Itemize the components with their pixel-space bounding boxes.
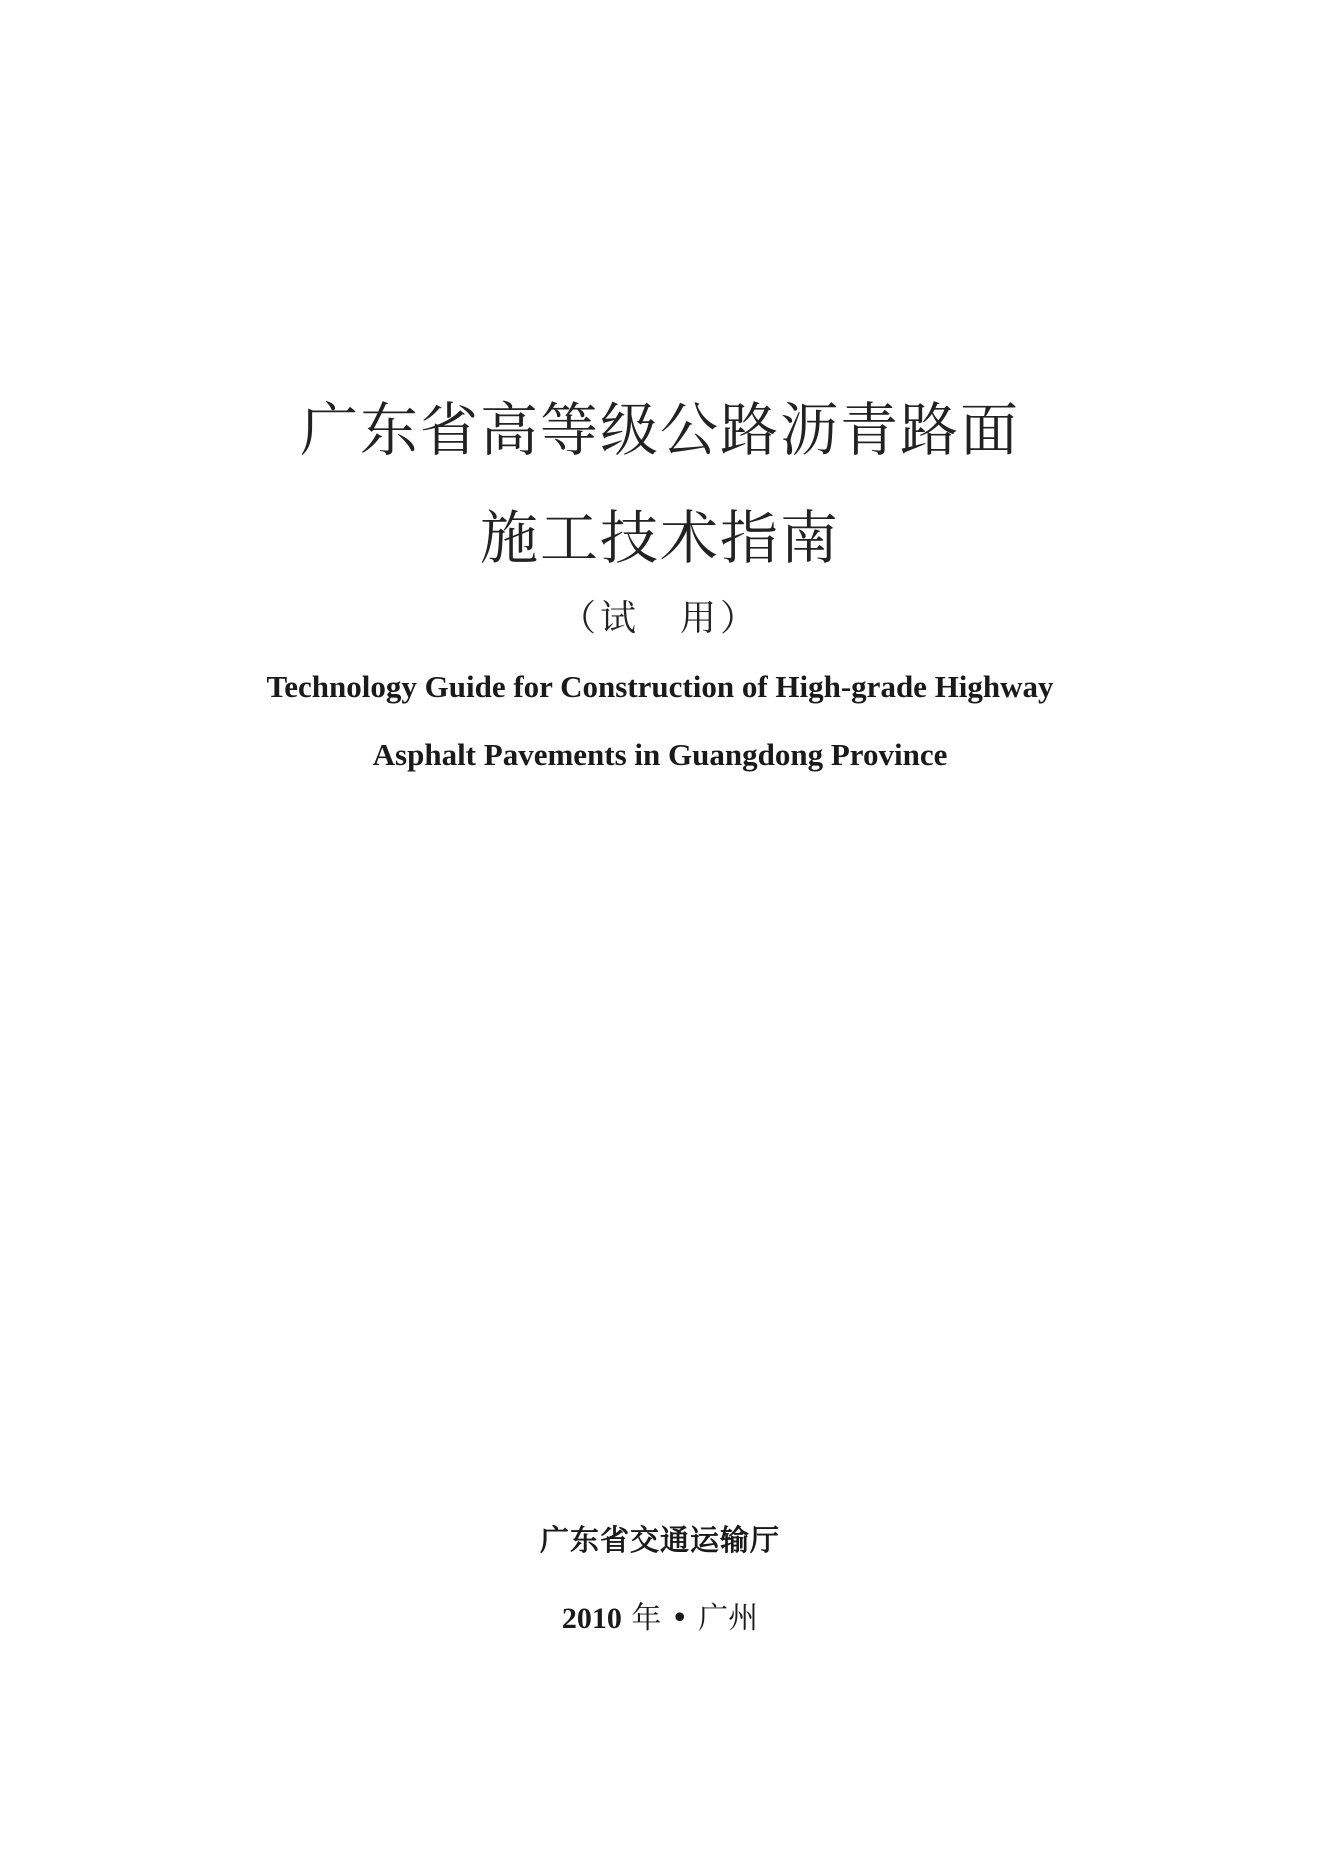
trial-edition-note: （试 用）: [559, 598, 760, 639]
publisher-name: 广东省交通运输厅: [539, 1523, 780, 1557]
publication-date-place: [0, 1598, 1320, 1640]
title-english-line-1: Technology Guide for Construction of High-grade Highway: [266, 669, 1054, 704]
publication-year: 2010: [561, 1602, 622, 1635]
title-chinese-line-1: 广东省高等级公路沥青路面: [299, 396, 1020, 464]
publication-place: 年 • 广州: [621, 1601, 759, 1636]
title-english-line-2: Asphalt Pavements in Guangdong Province: [372, 737, 948, 772]
title-chinese-line-2: 施工技术指南: [479, 504, 840, 572]
